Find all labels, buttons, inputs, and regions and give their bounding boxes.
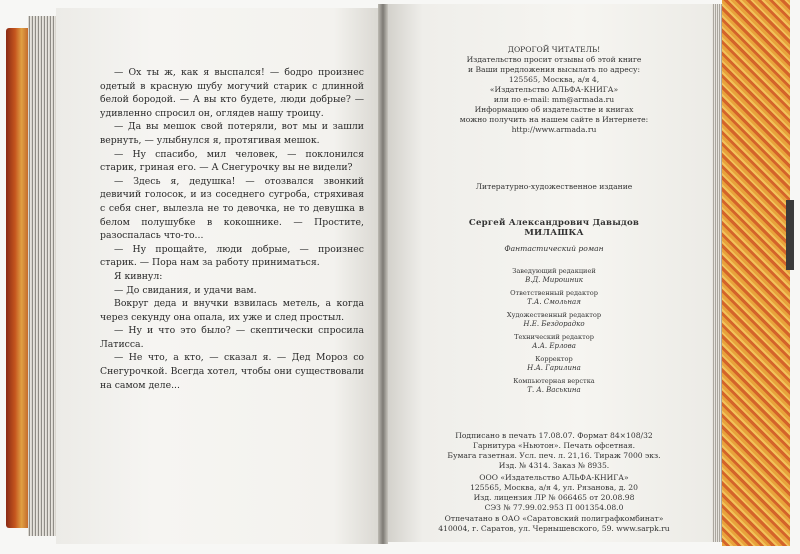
notice-line: Издательство просит отзывы об этой книге [466,55,642,64]
credit-name: Н.А. Гарилина [527,364,581,372]
credit-role: Технический редактор [514,333,594,341]
credit-role: Художественный редактор [506,311,602,319]
notice-line: http://www.armada.ru [511,125,597,134]
credit-role: Ответственный редактор [510,289,598,297]
print-line: Подписано в печать 17.08.07. Формат 84×108/32 [455,431,653,440]
reader-notice [430,45,678,135]
credit-entry [430,311,678,329]
credit-name: Т.А. Смольная [527,298,581,306]
genre-text: Литературно-художественное издание [475,182,633,191]
paragraph: — До свидания, и удачи вам. [114,284,257,296]
credit-entry [430,267,678,285]
credit-entry [430,289,678,307]
publisher-line: СЭЗ № 77.99.02.953 П 001354.08.0 [484,503,624,512]
print-line: Бумага газетная. Усл. печ. л. 21,16. Тираж 7000 экз. [447,451,661,460]
printer-line: Отпечатано в ОАО «Саратовский полиграфкомбинат» [444,514,664,523]
paragraph: — Ну и что это было? — скептически спросила Латисса. [100,325,364,350]
print-info [430,431,678,471]
author-name: Сергей Александрович Давыдов [468,218,640,228]
paragraph: — Да вы мешок свой потеряли, вот мы и зашли вернуть, — улыбнулся я, протягивая мешок. [100,121,364,146]
paragraph: — Не что, а кто, — сказал я. — Дед Мороз со Снегурочкой. Всегда хотел, чтобы они существовали на самом деле... [100,352,364,391]
credit-name: В.Д. Мирошник [525,276,583,284]
book-subtitle: Фантастический роман [504,244,604,253]
publisher-info [430,473,678,513]
credit-entry [430,333,678,351]
print-line: Изд. № 4314. Заказ № 8935. [498,461,610,470]
printer-line: 410004, г. Саратов, ул. Чернышевского, 59. www.sarpk.ru [438,524,670,533]
credit-name: Т. А. Васькина [527,386,581,394]
notice-line: Информацию об издательстве и книгах [474,105,634,114]
paragraph: — Ну прощайте, люди добрые, — произнес старик. — Пора нам за работу приниматься. [100,243,364,269]
bookmark-ribbon [786,200,794,270]
notice-heading: ДОРОГОЙ ЧИТАТЕЛЬ! [507,45,601,54]
notice-line: и Ваши предложения высылать по адресу: [467,65,640,74]
paragraph: — Ну спасибо, мил человек, — поклонился старик, гриная его. — А Снегурочку вы не видели? [100,148,364,174]
credit-name: А.А. Ерлова [532,342,576,350]
paragraph: Вокруг деда и внучки взвилась метель, а когда через секунду она опала, их уже и след простыл. [100,298,364,323]
book-title: МИЛАШКА [524,228,584,238]
notice-line: или по e-mail: mm@armada.ru [493,95,615,104]
printer-info [430,514,678,534]
paragraph: — Здесь я, дедушка! — отозвался звонкий девичий голосок, и из соседнего сугроба, стряхивая с себя снег, вылезла не то девочка, не то девушка в белом полушубке в кокошнике. — Простите, разоспалась что-то... [100,175,364,242]
credits-block [430,267,678,399]
notice-line: 125565, Москва, а/я 4, [508,75,600,84]
credit-entry [430,355,678,373]
publisher-line: 125565, Москва, а/я 4, ул. Рязанова, д. 20 [470,483,638,492]
credit-name: Н.Е. Бездорадко [523,320,585,328]
right-cover-edge [722,0,790,546]
credit-entry [430,377,678,395]
credit-role: Заведующий редакцией [512,267,596,275]
credit-role: Корректор [535,355,573,363]
genre-line [430,182,678,192]
notice-line: «Издательство АЛЬФА-КНИГА» [489,85,619,94]
book-spine [378,4,388,544]
credit-role: Компьютерная верстка [513,377,595,385]
notice-line: можно получить на нашем сайте в Интернете: [459,115,649,124]
paragraph: Я кивнул: [114,270,163,282]
title-block [430,218,678,254]
print-line: Гарнитура «Ньютон». Печать офсетная. [472,441,635,450]
left-page-text [100,66,364,392]
publisher-line: Изд. лицензия ЛР № 066465 от 20.08.98 [473,493,635,502]
publisher-line: ООО «Издательство АЛЬФА-КНИГА» [479,473,629,482]
paragraph: — Ох ты ж, как я выспался! — бодро произнес одетый в красную шубу могучий старик с длинной белой бородой. — А вы кто будете, люди добрые? — удивленно спросил он, оглядев нашу троицу. [100,67,364,119]
